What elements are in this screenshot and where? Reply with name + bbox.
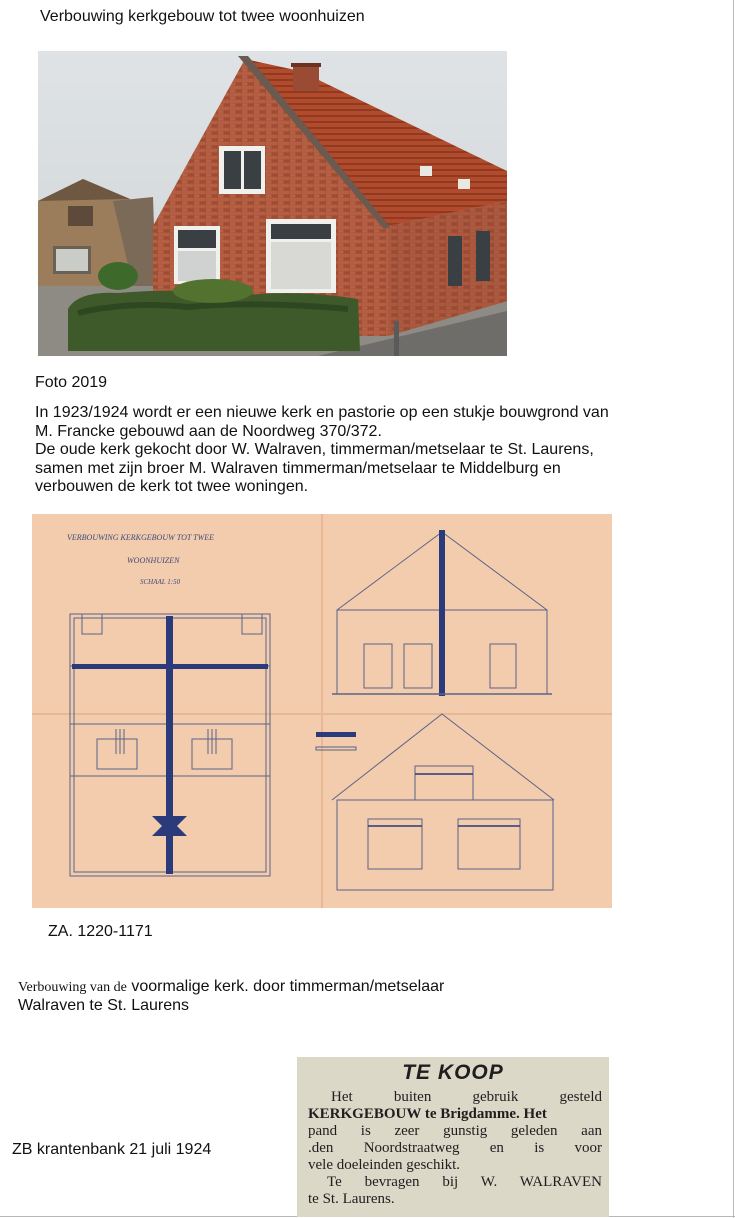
newspaper-caption: ZB krantenbank 21 juli 1924 [12, 1141, 212, 1158]
architectural-drawing [32, 514, 612, 908]
renovation-caption-rest: voormalige kerk. door timmerman/metselaar [126, 978, 445, 995]
paragraph-line: De oude kerk gekocht door W. Walraven, timmerman/metselaar te St. Laurens, [35, 441, 594, 458]
clipping-heading: TE KOOP [402, 1061, 504, 1084]
newspaper-clipping [297, 1057, 609, 1217]
paragraph-line: samen met zijn broer M. Walraven timmerman/metselaar te Middelburg en [35, 459, 561, 477]
photo-caption: Foto 2019 [35, 374, 108, 391]
clipping-line: .den Noordstraatweg en is voor [308, 1140, 602, 1156]
page-title: Verbouwing kerkgebouw tot twee woonhuizen [40, 8, 365, 25]
clipping-line: KERKGEBOUW te Brigdamme. Het [308, 1106, 547, 1122]
paragraph-line: In 1923/1924 wordt er een nieuwe kerk en pastorie op een stukje bouwgrond van [35, 404, 609, 421]
clipping-line: Te bevragen bij W. WALRAVEN [327, 1174, 602, 1190]
drawing-header-line1: VERBOUWING KERKGEBOUW TOT TWEE [67, 533, 215, 542]
page-right-border [733, 0, 734, 1218]
renovation-caption-serif: Verbouwing van de [18, 980, 127, 995]
drawing-scale: SCHAAL 1:50 [140, 578, 181, 586]
paragraph-line: M. Francke gebouwd aan de Noordweg 370/372. [35, 422, 382, 440]
paragraph-line: verbouwen de kerk tot twee woningen. [35, 478, 309, 495]
house-photo [38, 51, 507, 356]
renovation-caption [18, 978, 444, 1015]
drawing-caption: ZA. 1220-1171 [48, 923, 153, 940]
clipping-line: pand is zeer gunstig geleden aan [308, 1123, 602, 1139]
renovation-caption-line2: Walraven te St. Laurens [18, 997, 190, 1014]
clipping-line: te St. Laurens. [308, 1191, 395, 1207]
history-paragraph [35, 404, 705, 497]
clipping-line: vele doeleinden geschikt. [308, 1157, 461, 1173]
clipping-line: Het buiten gebruik gesteld [331, 1089, 602, 1105]
drawing-header-line2: WOONHUIZEN [127, 556, 180, 565]
